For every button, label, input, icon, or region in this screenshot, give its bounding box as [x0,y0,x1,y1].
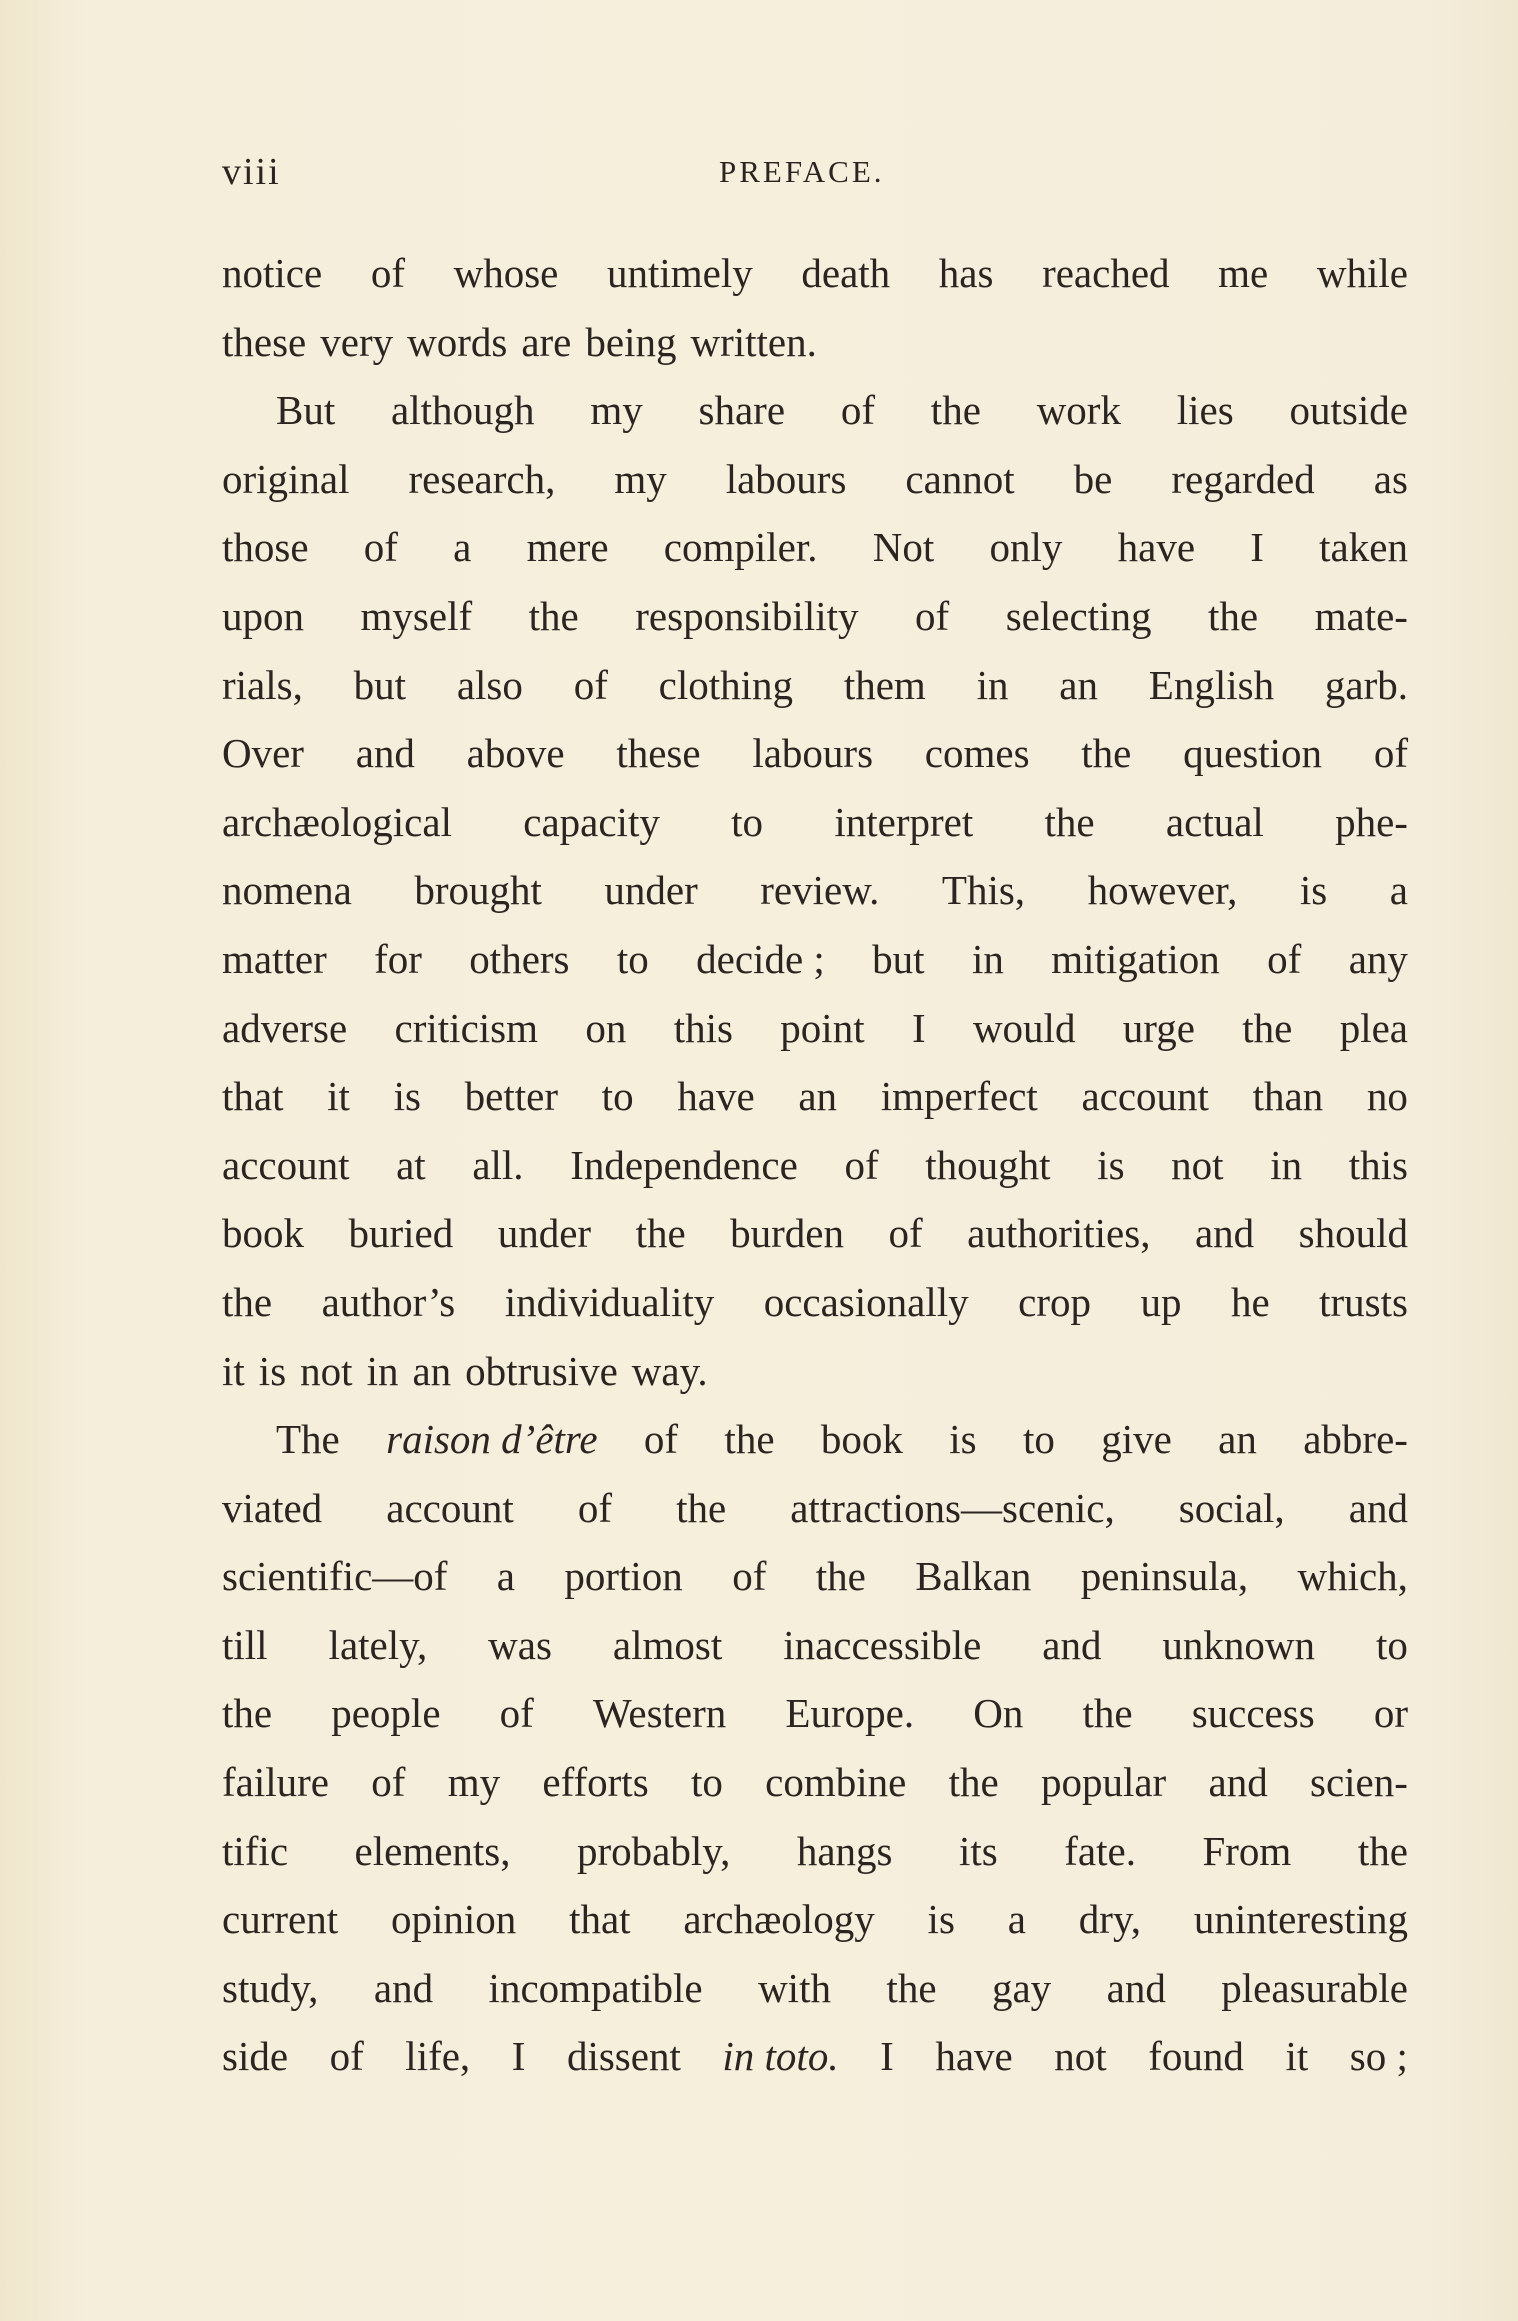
word: these [222,318,307,365]
running-head: PREFACE. [719,154,885,189]
word: in [1270,1141,1303,1188]
word: This, [941,867,1026,914]
word: and [373,1964,434,2011]
word: the [222,1690,273,1737]
word: in [366,1347,399,1394]
word: Over [222,730,304,777]
text-line [222,1199,1408,1268]
word: death [801,250,891,296]
word: the [815,1553,866,1600]
preface-body-text [222,239,1408,2091]
word: current [222,1896,339,1943]
word: till [222,1621,268,1668]
word: a [453,524,472,571]
word: but [353,661,407,708]
word: however, [1087,867,1238,914]
text-line [222,1679,1408,1748]
word: the [1242,1004,1293,1051]
word: obtrusive [465,1347,618,1394]
word: nomena [222,867,352,914]
word: Europe. [785,1690,915,1737]
text-line [222,1131,1408,1200]
word: the [1207,592,1259,639]
word: matter [222,935,327,982]
word: has [938,250,994,296]
word: to [731,798,764,845]
text-line [222,719,1408,788]
word: the [528,592,579,639]
word: failure [222,1759,329,1806]
word: archæological [222,798,452,845]
word: or [1373,1690,1408,1737]
word: but [872,935,925,982]
word: is [1097,1141,1125,1188]
word: any [1348,935,1408,982]
word: criticism [394,1004,539,1051]
word: the [930,387,981,434]
word: work [1036,387,1121,434]
word: attractions—scenic, [790,1484,1115,1531]
text-line [222,1885,1408,1954]
word: and [1348,1484,1408,1531]
text-line [222,1337,1408,1406]
text-line [222,2022,1408,2091]
word: I [880,2033,894,2080]
word: so ; [1349,2033,1408,2080]
text-line [222,239,1408,308]
word: study, [222,1964,319,2011]
word: regarded [1171,455,1315,502]
word: lies [1176,387,1234,434]
word: outside [1289,387,1408,434]
word: author’s [321,1278,456,1325]
word: account [222,1141,350,1188]
word: question [1183,730,1323,777]
word: dissent [566,2033,681,2080]
word: it [222,1347,245,1394]
word: Independence [570,1141,798,1188]
word: plea [1339,1004,1408,1051]
word: review. [760,867,880,914]
word: in toto. [722,2033,839,2080]
word: the [1357,1827,1408,1874]
word: thought [925,1141,1051,1188]
word: to [1022,1416,1055,1463]
word: But [276,387,336,434]
word: are [521,318,572,365]
text-line [222,1268,1408,1337]
word: burden [730,1210,844,1257]
word: gay [991,1964,1052,2011]
word: and [1106,1964,1166,2011]
word: fate. [1064,1827,1136,1874]
text-line [222,445,1408,514]
word: the [676,1484,727,1531]
word: although [391,387,535,434]
word: I [1250,524,1264,571]
word: while [1316,250,1408,296]
word: is [258,1347,287,1394]
word: the [886,1964,937,2011]
word: opinion [390,1896,517,1943]
word: and [355,730,415,777]
text-line [222,1405,1408,1474]
word: I [911,1004,926,1051]
word: up [1140,1278,1182,1325]
word: this [1348,1141,1408,1188]
word: authorities, [967,1210,1151,1257]
word: portion [564,1553,683,1600]
word: Western [592,1690,727,1737]
word: occasionally [763,1278,969,1325]
word: scientific—of [222,1553,448,1600]
word: only [989,524,1063,571]
word: Not [872,524,935,571]
word: the [1082,1690,1133,1737]
word: book [820,1416,903,1463]
word: these [616,730,701,777]
word: comes [924,730,1030,777]
word: an [412,1347,452,1394]
word: of [499,1690,534,1737]
word: not [1054,2033,1107,2080]
word: is [949,1416,977,1463]
word: of [915,592,950,639]
word: to [690,1759,723,1806]
text-line [222,994,1408,1063]
word: uninteresting [1193,1896,1408,1943]
word: that [569,1896,631,1943]
word: On [973,1690,1024,1737]
word: book [222,1210,304,1257]
word: to [1376,1621,1408,1668]
word: them [843,661,926,708]
word: than [1252,1073,1324,1120]
word: also [456,661,523,708]
word: under [497,1210,592,1257]
word: probably, [577,1827,731,1874]
word: mitigation [1051,935,1220,982]
word: From [1202,1827,1292,1874]
word: taken [1319,524,1408,571]
text-line [222,376,1408,445]
text-line [222,582,1408,651]
word: of [329,2033,364,2080]
word: peninsula, [1080,1553,1249,1600]
word: of [573,661,608,708]
word: of [370,250,405,296]
word: elements, [354,1827,511,1874]
word: urge [1122,1004,1195,1051]
word: side [222,2033,289,2080]
word: lately, [328,1621,428,1668]
word: research, [408,455,556,502]
word: the [222,1278,273,1325]
word: of [840,387,875,434]
word: under [604,867,698,914]
word: my [447,1759,501,1806]
word: of [844,1141,879,1188]
word: point [780,1004,865,1051]
word: to [616,935,649,982]
word: actual [1165,798,1264,845]
word: no [1366,1073,1408,1120]
word: of [643,1416,679,1463]
word: words [407,318,508,365]
word: as [1373,455,1408,502]
word: clothing [658,661,794,708]
word: selecting [1005,592,1152,639]
word: raison d’être [386,1416,598,1463]
word: have [935,2033,1013,2080]
word: have [677,1073,755,1120]
word: brought [414,867,542,914]
word: not [300,1347,353,1394]
word: is [1299,867,1328,914]
word: interpret [834,798,974,845]
word: was [488,1621,552,1668]
word: he [1230,1278,1270,1325]
word: efforts [542,1759,649,1806]
word: is [927,1896,955,1943]
word: I [511,2033,526,2080]
page-header [222,150,1408,200]
text-line [222,1748,1408,1817]
text-line [222,308,1408,377]
word: a [1389,867,1408,914]
word: individuality [504,1278,715,1325]
word: a [1007,1896,1026,1943]
word: better [464,1073,558,1120]
word: found [1148,2033,1244,2080]
word: above [466,730,565,777]
text-line [222,1542,1408,1611]
word: compiler. [663,524,818,571]
word: be [1073,455,1113,502]
word: those [222,524,309,571]
word: garb. [1324,661,1408,708]
word: share [698,387,786,434]
word: to [601,1073,634,1120]
word: upon [222,592,304,639]
text-line [222,925,1408,994]
word: abbre- [1303,1416,1408,1463]
word: adverse [222,1004,348,1051]
word: reached [1042,250,1170,296]
word: The [276,1416,340,1463]
word: way. [631,1347,708,1394]
word: an [798,1073,838,1120]
word: should [1298,1210,1408,1257]
word: is [393,1073,421,1120]
word: the [948,1759,999,1806]
word: the [724,1416,775,1463]
word: of [888,1210,923,1257]
word: responsibility [635,592,859,639]
word: viated [222,1484,323,1531]
word: success [1191,1690,1315,1737]
word: mere [526,524,609,571]
word: rials, [222,661,303,708]
word: me [1218,250,1269,296]
text-line [222,788,1408,857]
word: very [320,318,394,365]
word: imperfect [880,1073,1038,1120]
word: English [1148,661,1275,708]
word: inaccessible [783,1621,982,1668]
word: on [585,1004,627,1051]
word: a [496,1553,515,1600]
word: of [1373,730,1408,777]
word: Balkan [915,1553,1032,1600]
word: dry, [1078,1896,1142,1943]
word: not [1171,1141,1224,1188]
page-number: viii [222,151,281,193]
word: trusts [1319,1278,1408,1325]
word: of [732,1553,767,1600]
word: being [585,318,677,365]
word: the [635,1210,686,1257]
word: buried [348,1210,454,1257]
word: would [972,1004,1076,1051]
word: labours [752,730,874,777]
word: of [363,524,398,571]
word: of [371,1759,406,1806]
word: unknown [1162,1621,1316,1668]
word: and [1208,1759,1268,1806]
word: all. [472,1141,524,1188]
word: of [577,1484,612,1531]
word: the [1081,730,1132,777]
word: social, [1178,1484,1285,1531]
word: and [1042,1621,1102,1668]
word: notice [222,250,323,296]
word: an [1218,1416,1257,1463]
text-line [222,651,1408,720]
word: of [1267,935,1302,982]
word: in [971,935,1004,982]
word: untimely [606,250,753,296]
word: scien- [1309,1759,1408,1806]
word: my [590,387,643,434]
word: give [1101,1416,1172,1463]
text-line [222,1474,1408,1543]
word: combine [765,1759,907,1806]
word: account [1081,1073,1209,1120]
word: life, [405,2033,471,2080]
word: with [758,1964,831,2011]
word: this [673,1004,733,1051]
text-line [222,1062,1408,1131]
word: archæology [683,1896,875,1943]
word: the [1044,798,1095,845]
word: whose [453,250,559,296]
word: for [374,935,422,982]
word: my [614,455,667,502]
word: that [222,1073,284,1120]
word: tific [222,1827,289,1874]
word: it [327,1073,350,1120]
word: hangs [796,1827,893,1874]
word: capacity [523,798,660,845]
word: and [1194,1210,1255,1257]
word: account [386,1484,514,1531]
text-line [222,856,1408,925]
text-line [222,1611,1408,1680]
word: pleasurable [1221,1964,1408,2011]
word: people [331,1690,441,1737]
word: popular [1040,1759,1167,1806]
word: which, [1297,1553,1408,1600]
text-line [222,513,1408,582]
word: have [1117,524,1196,571]
word: it [1285,2033,1309,2080]
word: in [976,661,1009,708]
word: incompatible [488,1964,703,2011]
word: phe- [1335,798,1408,845]
text-line [222,1817,1408,1886]
text-line [222,1954,1408,2023]
word: at [396,1141,426,1188]
word: labours [725,455,847,502]
word: decide ; [696,935,825,982]
word: written. [690,318,817,365]
word: almost [612,1621,723,1668]
word: an [1059,661,1098,708]
word: original [222,455,350,502]
word: myself [360,592,473,639]
word: others [469,935,570,982]
word: mate- [1314,592,1408,639]
word: crop [1018,1278,1091,1325]
word: cannot [905,455,1015,502]
word: its [959,1827,998,1874]
